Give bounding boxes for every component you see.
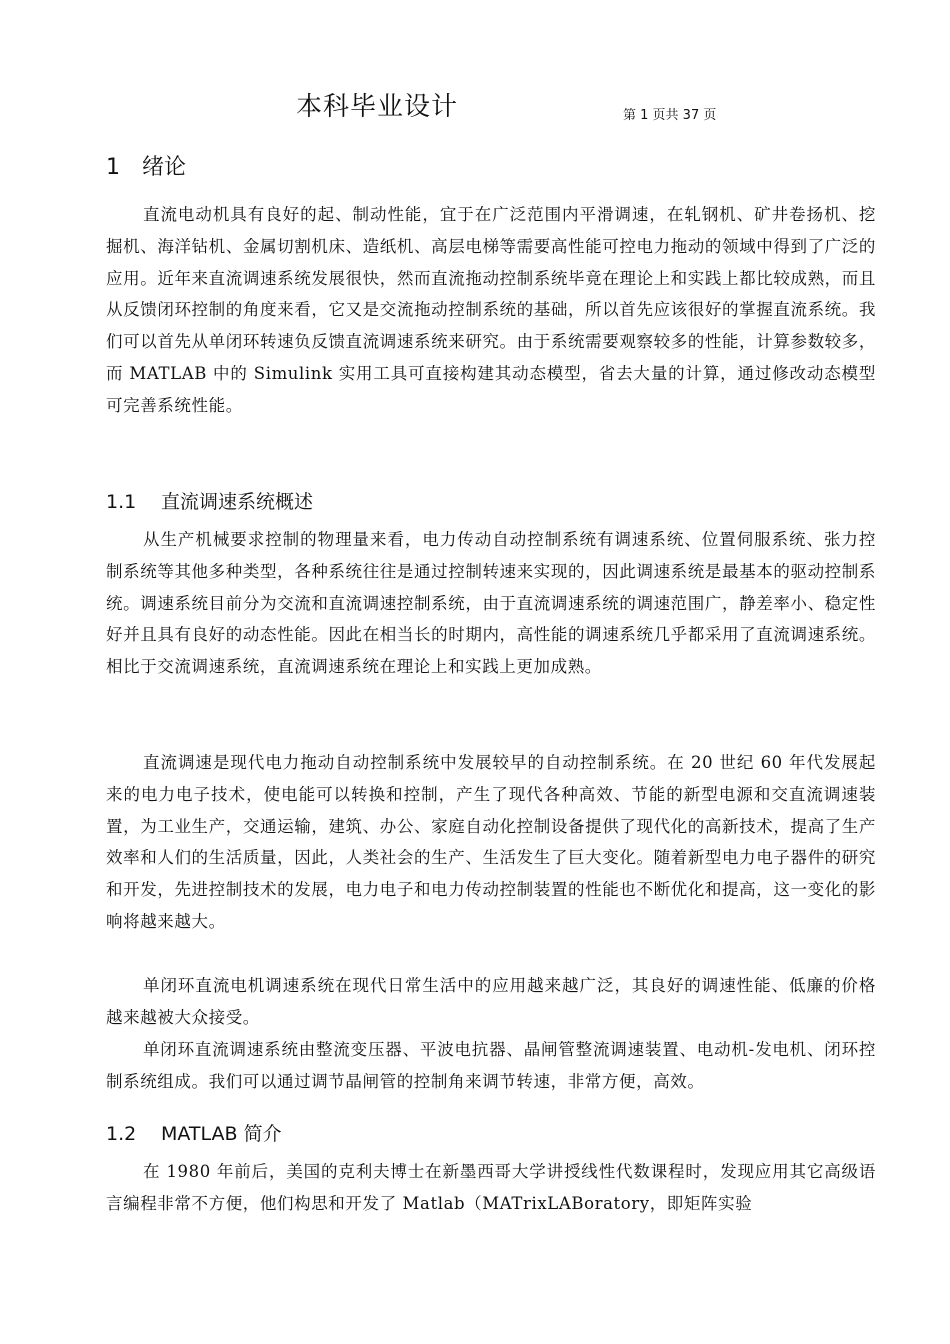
chapter-number: 1 (106, 155, 120, 180)
paragraph: 直流调速是现代电力拖动自动控制系统中发展较早的自动控制系统。在 20 世纪 60 年代发展起来的电力电子技术，使电能可以转换和控制，产生了现代各种高效、节能的新型电源和交直流调速装置，为工业生产，交通运输，建筑、办公、家庭自动化控制设备提供了现代化的高新技术，提高了生产效率和人们的生活质量，因此，人类社会的生产、生活发生了巨大变化。随着新型电力电子器件的研究和开发，先进控制技术的发展，电力电子和电力传动控制装置的性能也不断优化和提高，这一变化的影响将越来越大。 (106, 753, 876, 931)
paragraph: 从生产机械要求控制的物理量来看，电力传动自动控制系统有调速系统、位置伺服系统、张力控制系统等其他多种类型，各种系统往往是通过控制转速来实现的，因此调速系统是最基本的驱动控制系统。调速系统目前分为交流和直流调速控制系统，由于直流调速系统的调速范围广，静差率小、稳定性好并且具有良好的动态性能。因此在相当长的时期内，高性能的调速系统几乎都采用了直流调速系统。相比于交流调速系统，直流调速系统在理论上和实践上更加成熟。 (106, 530, 876, 677)
section-title: MATLAB 简介 (161, 1123, 282, 1145)
section-number: 1.1 (106, 491, 137, 513)
intro-paragraph: 直流电动机具有良好的起、制动性能，宜于在广泛范围内平滑调速，在轧钢机、矿井卷扬机、挖掘机、海洋钻机、金属切割机床、造纸机、高层电梯等需要高性能可控电力拖动的领域中得到了广泛的应用。近年来直流调速系统发展很快，然而直流拖动控制系统毕竟在理论上和实践上都比较成熟，而且从反馈闭环控制的角度来看，它又是交流拖动控制系统的基础，所以首先应该很好的掌握直流系统。我们可以首先从单闭环转速负反馈直流调速系统来研究。由于系统需要观察较多的性能，计算参数较多，而 MATLAB 中的 Simulink 实用工具可直接构建其动态模型，省去大量的计算，通过修改动态模型可完善系统性能。 (106, 205, 876, 415)
page-title: 本科毕业设计 (296, 92, 459, 122)
paragraph: 单闭环直流调速系统由整流变压器、平波电抗器、晶闸管整流调速装置、电动机-发电机、闭环控制系统组成。我们可以通过调节晶闸管的控制角来调节转速，非常方便，高效。 (106, 1040, 876, 1091)
paragraph: 单闭环直流电机调速系统在现代日常生活中的应用越来越广泛，其良好的调速性能、低廉的价格越来越被大众接受。 (106, 976, 876, 1027)
section-heading-1-2 (106, 1119, 282, 1146)
section-heading-1-1 (106, 487, 313, 514)
chapter-heading (106, 150, 186, 181)
section-number: 1.2 (106, 1123, 137, 1145)
chapter-title: 绪论 (142, 155, 187, 180)
page-counter: 第 1 页共 37 页 (623, 108, 717, 123)
section-title: 直流调速系统概述 (161, 491, 314, 513)
paragraph: 在 1980 年前后，美国的克利夫博士在新墨西哥大学讲授线性代数课程时，发现应用其它高级语言编程非常不方便，他们构思和开发了 Matlab（MATrixLABoratory，即矩阵实验 (106, 1162, 876, 1213)
